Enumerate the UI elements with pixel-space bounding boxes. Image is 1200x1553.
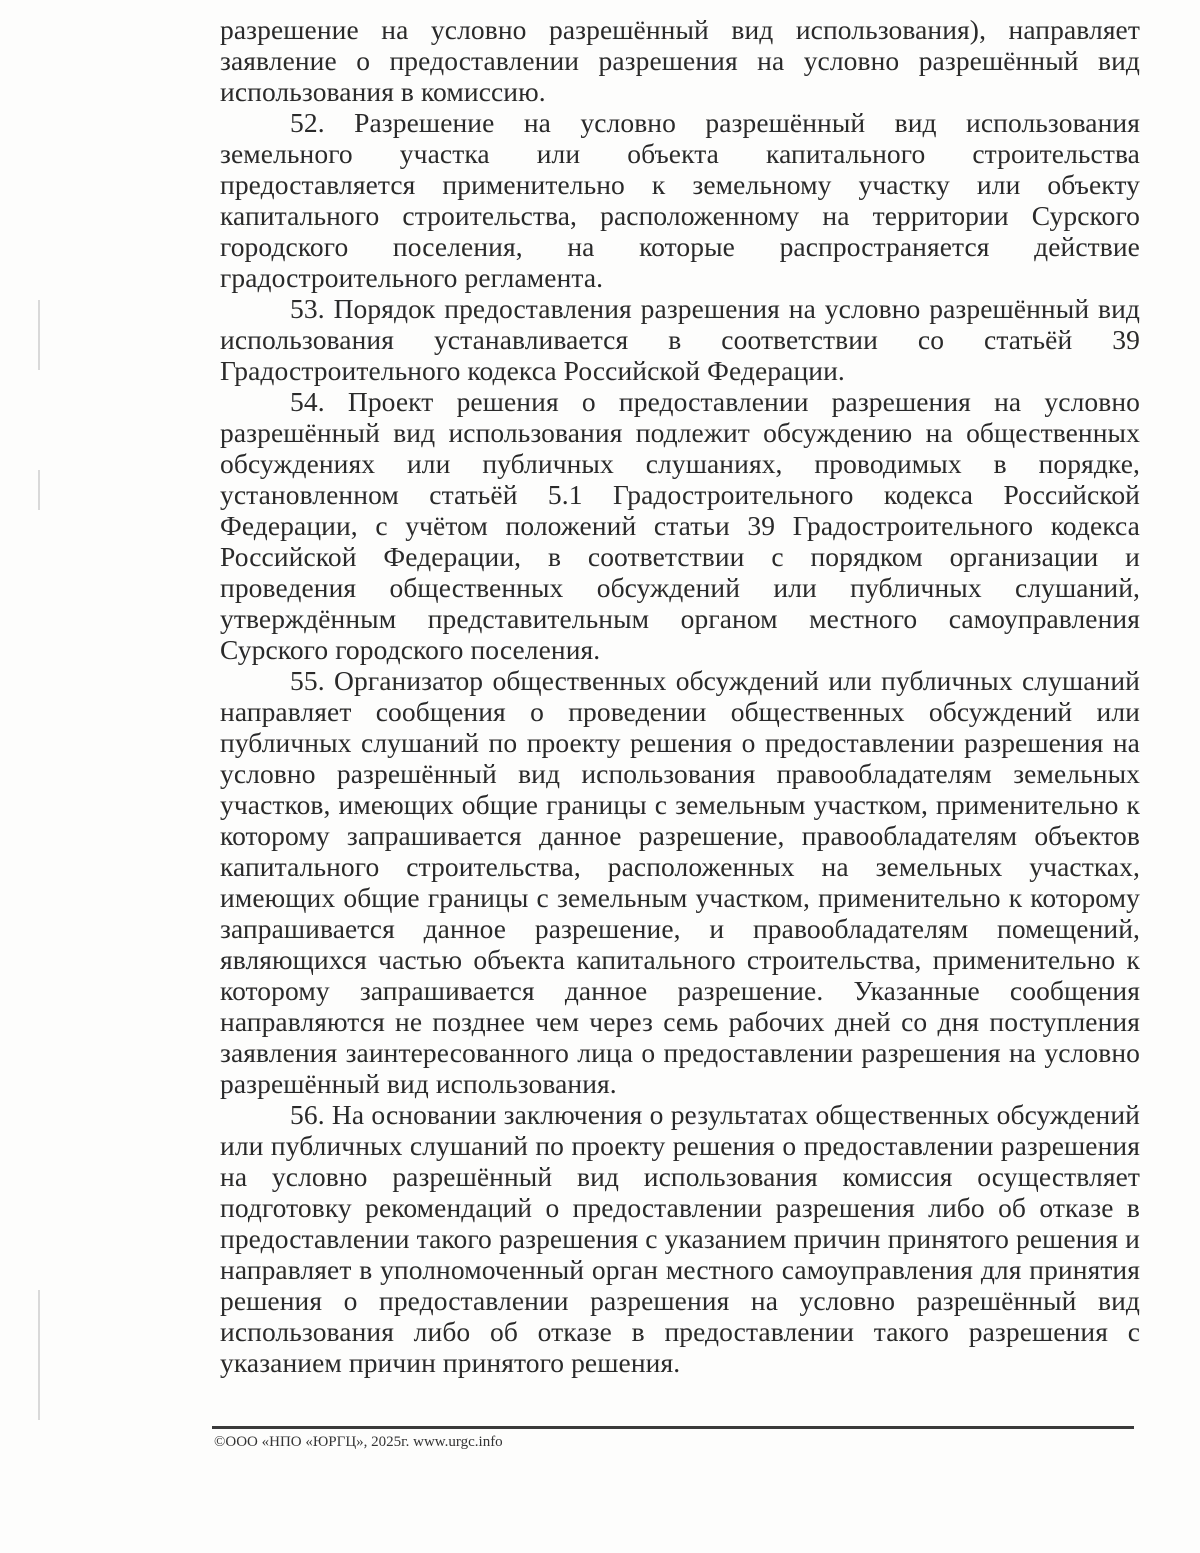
paragraph-number: 53. <box>290 293 325 324</box>
document-body <box>220 14 1140 1378</box>
paragraph-54 <box>220 386 1140 665</box>
paragraph-text: разрешение на условно разрешённый вид использования), направляет заявление о предоставлении разрешения на условно разрешённый вид использования в комиссию. <box>220 14 1140 107</box>
paragraph-text: На основании заключения о результатах общественных обсуждений или публичных слушаний по проекту решения о предоставлении разрешения на условно разрешённый вид использования комиссия осуществляет подготовку рекомендаций о предоставлении разрешения либо об отказе в предоставлении такого разрешения с указанием причин принятого решения и направляет в уполномоченный орган местного самоуправления для принятия решения о предоставлении разрешения на условно разрешённый вид использования либо об отказе в предоставлении такого разрешения с указанием причин принятого решения. <box>220 1099 1140 1378</box>
paragraph-number: 52. <box>290 107 325 138</box>
paragraph-53 <box>220 293 1140 386</box>
footer-copyright: ©ООО «НПО «ЮРГЦ», 2025г. www.urgc.info <box>214 1434 503 1450</box>
paragraph-text: Разрешение на условно разрешённый вид использования земельного участка или объекта капитального строительства предоставляется применительно к земельному участку или объекту капитального строительства, расположенному на территории Сурского городского поселения, на которые распространяется действие градостроительного регламента. <box>220 107 1140 293</box>
paragraph-55 <box>220 665 1140 1099</box>
scan-edge-mark <box>38 470 40 510</box>
paragraph-text: Порядок предоставления разрешения на условно разрешённый вид использования устанавливается в соответствии со статьёй 39 Градостроительного кодекса Российской Федерации. <box>220 293 1141 386</box>
paragraph-continuation <box>220 14 1140 107</box>
paragraph-56 <box>220 1099 1140 1378</box>
footer-divider <box>212 1426 1134 1429</box>
paragraph-text: Организатор общественных обсуждений или публичных слушаний направляет сообщения о проведении общественных обсуждений или публичных слушаний по проекту решения о предоставлении разрешения на условно разрешённый вид использования правообладателям земельных участков, имеющих общие границы с земельным участком, применительно к которому запрашивается данное разрешение, правообладателям объектов капитального строительства, расположенных на земельных участках, имеющих общие границы с земельным участком, применительно к которому запрашивается данное разрешение, и правообладателям помещений, являющихся частью объекта капитального строительства, применительно к которому запрашивается данное разрешение. Указанные сообщения направляются не позднее чем через семь рабочих дней со дня поступления заявления заинтересованного лица о предоставлении разрешения на условно разрешённый вид использования. <box>220 665 1140 1099</box>
paragraph-number: 54. <box>290 386 325 417</box>
paragraph-number: 56. <box>290 1099 325 1130</box>
scan-edge-mark <box>38 300 40 370</box>
paragraph-text: Проект решения о предоставлении разрешения на условно разрешённый вид использования подлежит обсуждению на общественных обсуждениях или публичных слушаниях, проводимых в порядке, установленном статьёй 5.1 Градостроительного кодекса Российской Федерации, с учётом положений статьи 39 Градостроительного кодекса Российской Федерации, в соответствии с порядком организации и проведения общественных обсуждений или публичных слушаний, утверждённым представительным органом местного самоуправления Сурского городского поселения. <box>220 386 1140 665</box>
paragraph-52 <box>220 107 1140 293</box>
scan-edge-mark <box>38 1290 40 1420</box>
paragraph-number: 55. <box>290 665 325 696</box>
